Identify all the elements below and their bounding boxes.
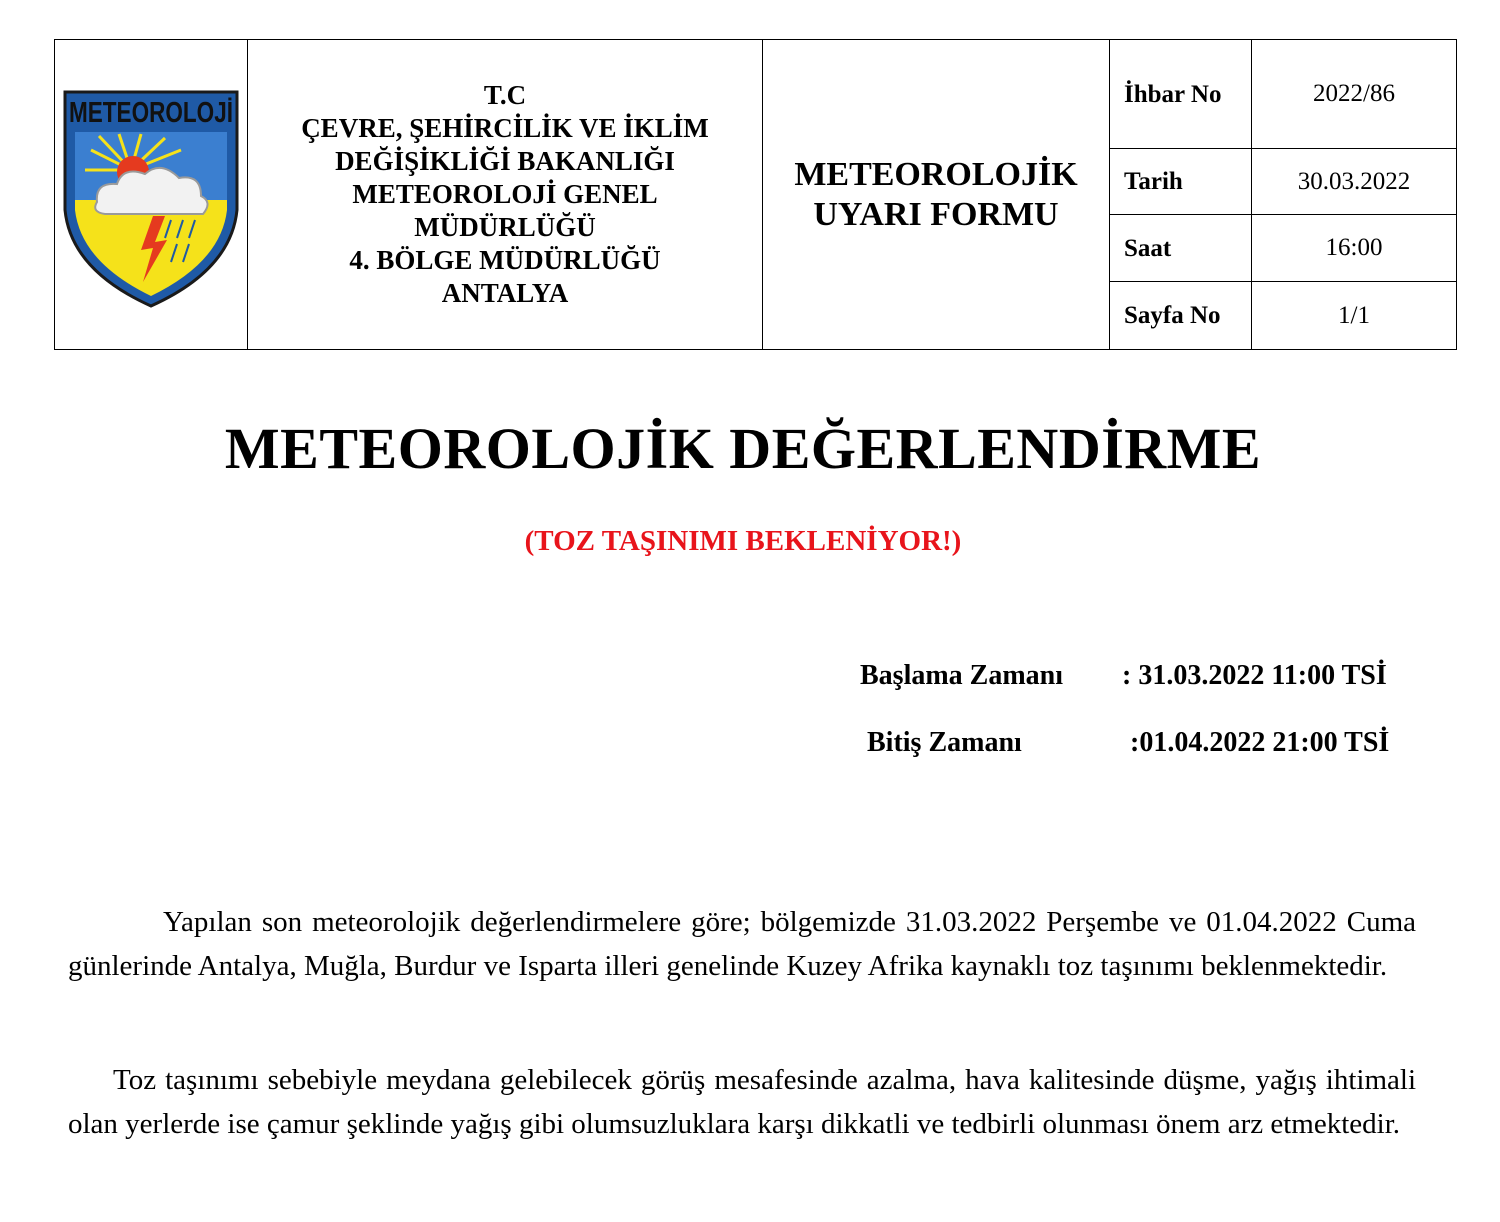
form-title-line: METEOROLOJİK bbox=[794, 155, 1078, 193]
header-table bbox=[54, 39, 1457, 350]
warning-subtitle: (TOZ TAŞINIMI BEKLENİYOR!) bbox=[524, 525, 962, 557]
org-line: ANTALYA bbox=[441, 278, 569, 308]
start-time-label: Başlama Zamanı bbox=[860, 660, 1064, 691]
saat-label: Saat bbox=[1110, 215, 1252, 282]
org-line: ÇEVRE, ŞEHİRCİLİK VE İKLİM bbox=[301, 113, 709, 143]
ihbar-no-label: İhbar No bbox=[1110, 40, 1252, 149]
meteoroloji-logo-icon bbox=[61, 70, 241, 315]
end-time-value: :01.04.2022 21:00 TSİ bbox=[1130, 727, 1390, 758]
end-time-label: Bitiş Zamanı bbox=[867, 727, 1022, 758]
org-line: MÜDÜRLÜĞÜ bbox=[414, 212, 596, 242]
body-paragraph: Toz taşınımı sebebiyle meydana gelebilecek görüş mesafesinde azalma, hava kalitesinde düşme, yağış ihtimali olan yerlerde ise çamur şeklinde yağış gibi olumsuzluklara karşı dikkatli ve tedbirli olunması önem arz etmektedir. bbox=[68, 1064, 1416, 1140]
ihbar-no-value: 2022/86 bbox=[1252, 40, 1457, 149]
tarih-label: Tarih bbox=[1110, 149, 1252, 215]
sayfa-no-value: 1/1 bbox=[1252, 282, 1457, 350]
start-time-value: : 31.03.2022 11:00 TSİ bbox=[1122, 660, 1387, 691]
logo-text: METEOROLOJİ bbox=[69, 96, 233, 129]
org-line: METEOROLOJİ GENEL bbox=[352, 179, 658, 209]
body-paragraph: Yapılan son meteorolojik değerlendirmelere göre; bölgemizde 31.03.2022 Perşembe ve 01.04.2022 Cuma günlerinde Antalya, Muğla, Burdur ve Isparta illeri genelinde Kuzey Afrika kaynaklı toz taşınımı beklenmektedir. bbox=[68, 906, 1416, 982]
logo-cell bbox=[55, 40, 248, 350]
org-line: T.C bbox=[483, 80, 527, 110]
form-title-cell bbox=[763, 40, 1110, 350]
org-line: DEĞİŞİKLİĞİ BAKANLIĞI bbox=[335, 146, 675, 176]
org-line: 4. BÖLGE MÜDÜRLÜĞÜ bbox=[349, 245, 661, 275]
form-title-line: UYARI FORMU bbox=[813, 195, 1059, 233]
organization-cell bbox=[248, 40, 763, 350]
tarih-value: 30.03.2022 bbox=[1252, 149, 1457, 215]
saat-value: 16:00 bbox=[1252, 215, 1457, 282]
sayfa-no-label: Sayfa No bbox=[1110, 282, 1252, 350]
main-title: METEOROLOJİK DEĞERLENDİRME bbox=[224, 416, 1262, 481]
